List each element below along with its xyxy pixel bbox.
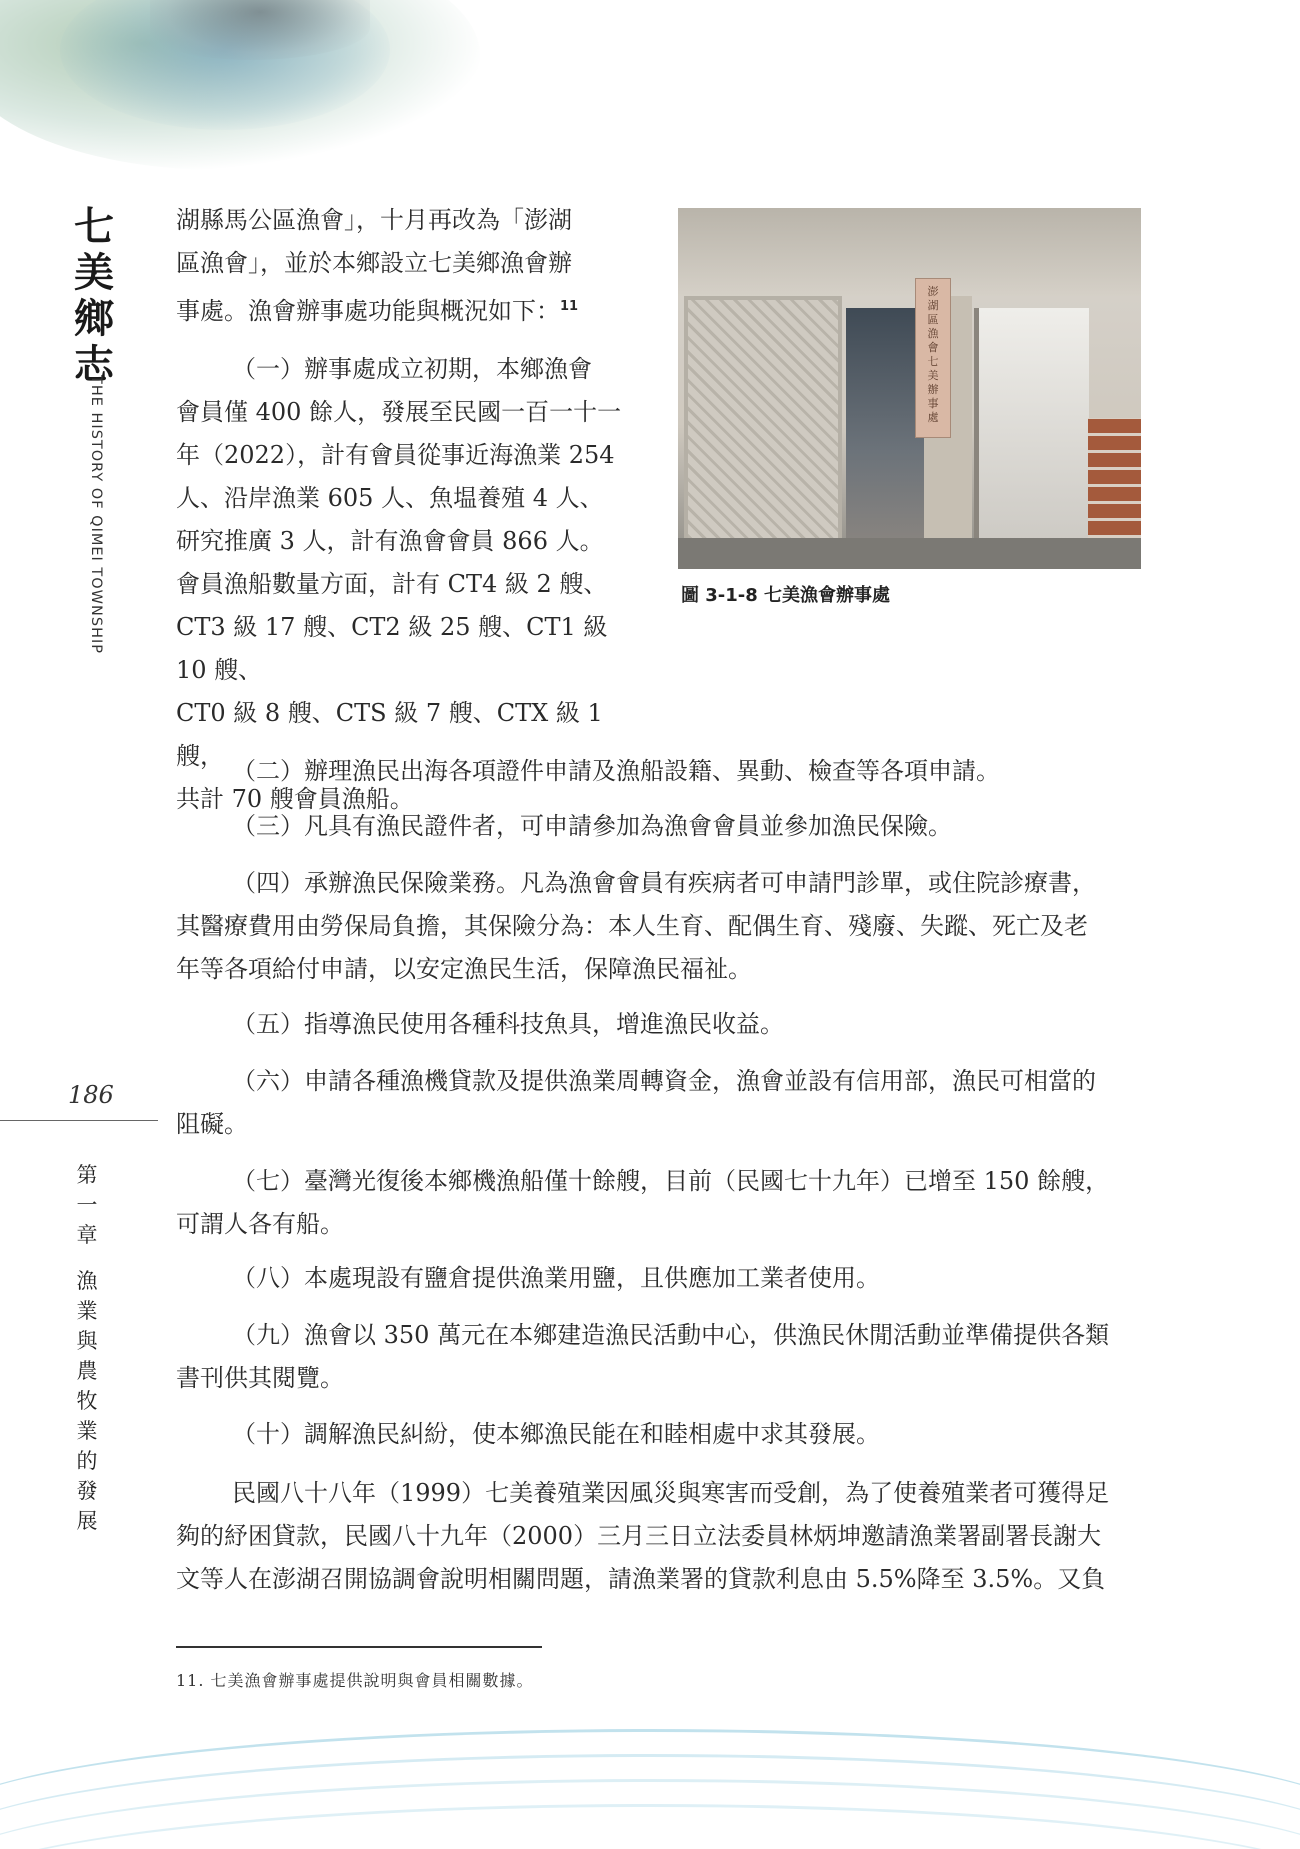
- chapter-gap: [74, 1250, 100, 1266]
- footnote-divider: [176, 1646, 542, 1648]
- text-line: 民國八十八年（1999）七美養殖業因風災與寒害而受創，為了使養殖業者可獲得足: [232, 1479, 1110, 1507]
- item-3-paragraph: [176, 805, 1142, 848]
- text-line: （二）辦理漁民出海各項證件申請及漁船設籍、異動、檢查等各項申請。: [232, 757, 1000, 785]
- book-title-char: 鄉: [74, 295, 114, 342]
- chapter-char: 的: [76, 1449, 98, 1473]
- text-span: 事處。漁會辦事處功能與概況如下：: [176, 297, 560, 325]
- text-line: 會員漁船數量方面，計有 CT4 級 2 艘、: [176, 570, 608, 598]
- text-line: 年等各項給付申請，以安定漁民生活，保障漁民福祉。: [176, 955, 752, 983]
- text-line: 年（2022），計有會員從事近海漁業 254: [176, 441, 615, 469]
- text-line: （七）臺灣光復後本鄉機漁船僅十餘艘，目前（民國七十九年）已增至 150 餘艘，: [232, 1167, 1110, 1195]
- chapter-char: 業: [76, 1419, 98, 1443]
- text-line: 共計 70 艘會員漁船。: [176, 785, 414, 813]
- item-2-paragraph: [176, 750, 1142, 793]
- text-line: 可謂人各有船。: [176, 1210, 344, 1238]
- chapter-char: 業: [76, 1299, 98, 1323]
- text-line: （八）本處現設有鹽倉提供漁業用鹽，且供應加工業者使用。: [232, 1264, 880, 1292]
- chapter-char: 發: [76, 1479, 98, 1503]
- item-7-paragraph: [176, 1160, 1142, 1246]
- chapter-char: 章: [76, 1223, 98, 1247]
- page-number: 186: [68, 1081, 114, 1109]
- chapter-title-vertical: [74, 1160, 100, 1536]
- item-4-paragraph: [176, 862, 1142, 991]
- chapter-char: 展: [76, 1509, 98, 1533]
- text-line: （十）調解漁民糾紛，使本鄉漁民能在和睦相處中求其發展。: [232, 1420, 880, 1448]
- text-line: 區漁會」，並於本鄉設立七美鄉漁會辦: [176, 249, 572, 277]
- text-line: （九）漁會以 350 萬元在本鄉建造漁民活動中心，供漁民休閒活動並準備提供各類: [232, 1321, 1110, 1349]
- book-title-char: 志: [74, 341, 114, 388]
- text-line: （四）承辦漁民保險業務。凡為漁會會員有疾病者可申請門診單，或住院診療書，: [232, 869, 1096, 897]
- text-line: （五）指導漁民使用各種科技魚具，增進漁民收益。: [232, 1010, 784, 1038]
- book-title-char: 七: [74, 203, 114, 250]
- intro-paragraph: [176, 199, 624, 333]
- item-6-paragraph: [176, 1060, 1142, 1146]
- item-10-paragraph: [176, 1413, 1142, 1456]
- text-line: 會員僅 400 餘人，發展至民國一百一十一: [176, 398, 622, 426]
- text-line: 書刊供其閱覽。: [176, 1364, 344, 1392]
- footer-wave-art: [0, 1709, 1300, 1849]
- text-line: CT3 級 17 艘、CT2 級 25 艘、CT1 級 10 艘、: [176, 613, 608, 684]
- chapter-char: 一: [76, 1193, 98, 1217]
- chapter-char: 與: [76, 1329, 98, 1353]
- text-line: 人、沿岸漁業 605 人、魚塭養殖 4 人、: [176, 484, 604, 512]
- side-divider: [0, 1120, 158, 1121]
- text-line: 夠的紓困貸款，民國八十九年（2000）三月三日立法委員林炳坤邀請漁業署副署長謝大: [176, 1522, 1102, 1550]
- book-title-vertical: [66, 204, 122, 388]
- fishermen-association-office-photo: [678, 208, 1141, 569]
- text-line: （六）申請各種漁機貸款及提供漁業周轉資金，漁會並設有信用部，漁民可相當的: [232, 1067, 1096, 1095]
- book-english-title: THE HISTORY OF QIMEI TOWNSHIP: [88, 375, 104, 654]
- footnote-text: 11. 七美漁會辦事處提供說明與會員相關數據。: [176, 1671, 534, 1690]
- chapter-char: 農: [76, 1359, 98, 1383]
- text-line: （三）凡具有漁民證件者，可申請參加為漁會會員並參加漁民保險。: [232, 812, 952, 840]
- text-line: [176, 285, 624, 333]
- item-9-paragraph: [176, 1314, 1142, 1400]
- text-line: （一）辦事處成立初期，本鄉漁會: [232, 355, 592, 383]
- office-sign: 澎 湖 區 漁 會 七 美 辦 事 處: [915, 278, 951, 438]
- closing-paragraph: [176, 1472, 1142, 1601]
- chapter-char: 漁: [76, 1269, 98, 1293]
- text-line: 阻礙。: [176, 1110, 248, 1138]
- header-watercolor-art: [0, 0, 480, 190]
- figure-caption: 圖 3-1-8 七美漁會辦事處: [681, 585, 891, 606]
- chapter-char: 牧: [76, 1389, 98, 1413]
- item-8-paragraph: [176, 1257, 1142, 1300]
- book-title-char: 美: [74, 249, 114, 296]
- text-line: 湖縣馬公區漁會」，十月再改為「澎湖: [176, 206, 572, 234]
- text-line: CT0 級 8 艘、CTS 級 7 艘、CTX 級 1 艘，: [176, 699, 603, 770]
- item-5-paragraph: [176, 1003, 1142, 1046]
- text-line: 文等人在澎湖召開協調會說明相關問題，請漁業署的貸款利息由 5.5%降至 3.5%。又負: [176, 1565, 1106, 1593]
- text-line: 研究推廣 3 人，計有漁會會員 866 人。: [176, 527, 604, 555]
- text-line: 其醫療費用由勞保局負擔，其保險分為：本人生育、配偶生育、殘廢、失蹤、死亡及老: [176, 912, 1088, 940]
- footnote-ref[interactable]: 11: [560, 299, 579, 314]
- chapter-char: 第: [76, 1163, 98, 1187]
